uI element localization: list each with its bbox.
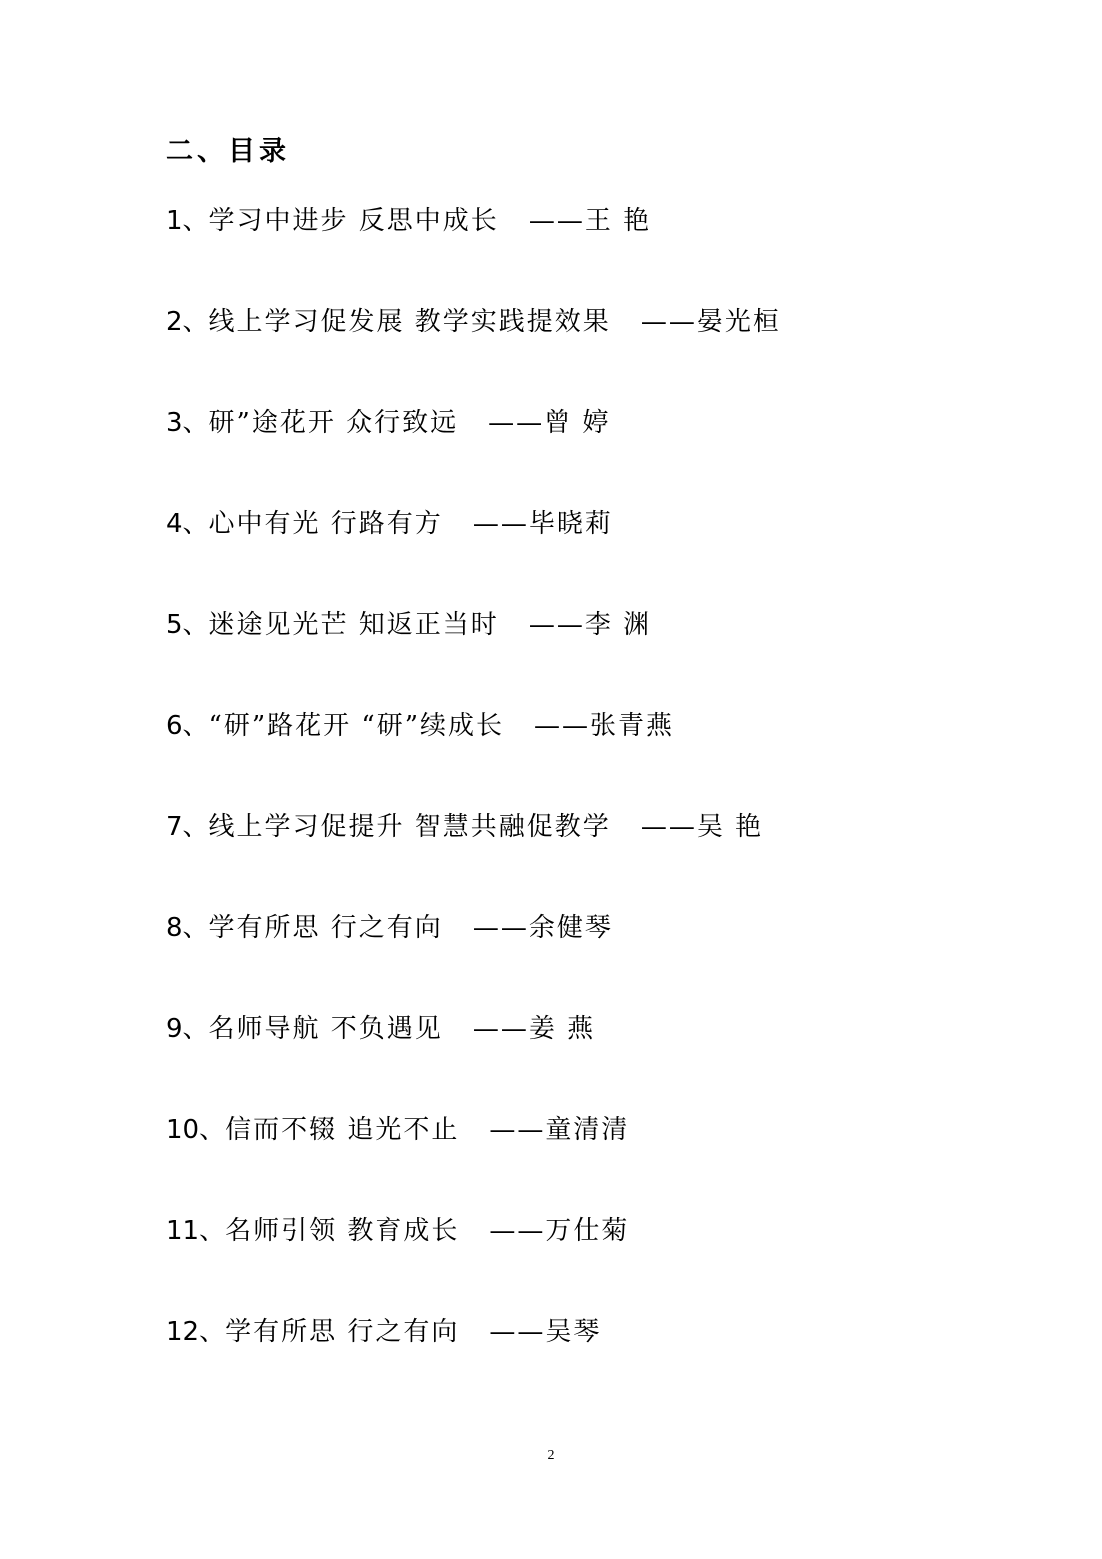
toc-item <box>166 1110 1066 1211</box>
toc-item-title: 名师导航 不负遇见 <box>208 1014 443 1044</box>
toc-item-author: ——王 艳 <box>528 206 652 236</box>
toc-item-number: 2、 <box>166 307 209 337</box>
toc-item-author: ——李 渊 <box>528 610 652 640</box>
toc-item <box>166 605 1066 706</box>
toc-item-title: 线上学习促提升 智慧共融促教学 <box>208 812 611 842</box>
toc-item-author: ——毕晓莉 <box>472 509 613 539</box>
toc-item-number: 4、 <box>166 509 209 539</box>
toc-item-title: 心中有光 行路有方 <box>208 509 443 539</box>
toc-item-title: 名师引领 教育成长 <box>225 1216 460 1246</box>
toc-item-author: ——晏光桓 <box>640 307 781 337</box>
toc-item-number: 3、 <box>166 408 209 438</box>
toc-item <box>166 403 1066 504</box>
toc-item <box>166 201 1066 302</box>
toc-heading: 二、目录 <box>166 136 290 167</box>
toc-item-author: ——吴琴 <box>489 1317 602 1347</box>
toc-item <box>166 1009 1066 1110</box>
page-number: 2 <box>547 1448 555 1463</box>
toc-item-number: 9、 <box>166 1014 209 1044</box>
toc-item-author: ——余健琴 <box>472 913 613 943</box>
table-of-contents <box>166 201 1066 1413</box>
toc-item-author: ——童清清 <box>489 1115 630 1145</box>
toc-item-number: 8、 <box>166 913 209 943</box>
toc-item-title: 线上学习促发展 教学实践提效果 <box>208 307 611 337</box>
toc-item-title: 研”途花开 众行致远 <box>208 408 459 438</box>
toc-item-number: 12、 <box>166 1317 226 1347</box>
toc-item-title: 迷途见光芒 知返正当时 <box>208 610 499 640</box>
toc-item-author: ——万仕菊 <box>489 1216 630 1246</box>
toc-item-title: 信而不辍 追光不止 <box>225 1115 460 1145</box>
toc-item-title: 学习中进步 反思中成长 <box>208 206 499 236</box>
toc-item <box>166 504 1066 605</box>
toc-item <box>166 706 1066 807</box>
toc-item-number: 11、 <box>166 1216 226 1246</box>
toc-item-title: 学有所思 行之有向 <box>225 1317 460 1347</box>
toc-item <box>166 807 1066 908</box>
toc-item-number: 10、 <box>166 1115 226 1145</box>
toc-item-number: 5、 <box>166 610 209 640</box>
toc-item-author: ——张青燕 <box>533 711 674 741</box>
toc-item <box>166 908 1066 1009</box>
toc-item-number: 7、 <box>166 812 209 842</box>
toc-item-number: 6、 <box>166 711 209 741</box>
toc-item-number: 1、 <box>166 206 209 236</box>
toc-item-title: 学有所思 行之有向 <box>208 913 443 943</box>
toc-item <box>166 302 1066 403</box>
toc-item-author: ——曾 婷 <box>488 408 611 438</box>
toc-item-author: ——吴 艳 <box>640 812 764 842</box>
toc-item <box>166 1211 1066 1312</box>
toc-item-title: “研”路花开 “研”续成长 <box>208 711 504 741</box>
toc-item-author: ——姜 燕 <box>472 1014 596 1044</box>
toc-item <box>166 1312 1066 1413</box>
